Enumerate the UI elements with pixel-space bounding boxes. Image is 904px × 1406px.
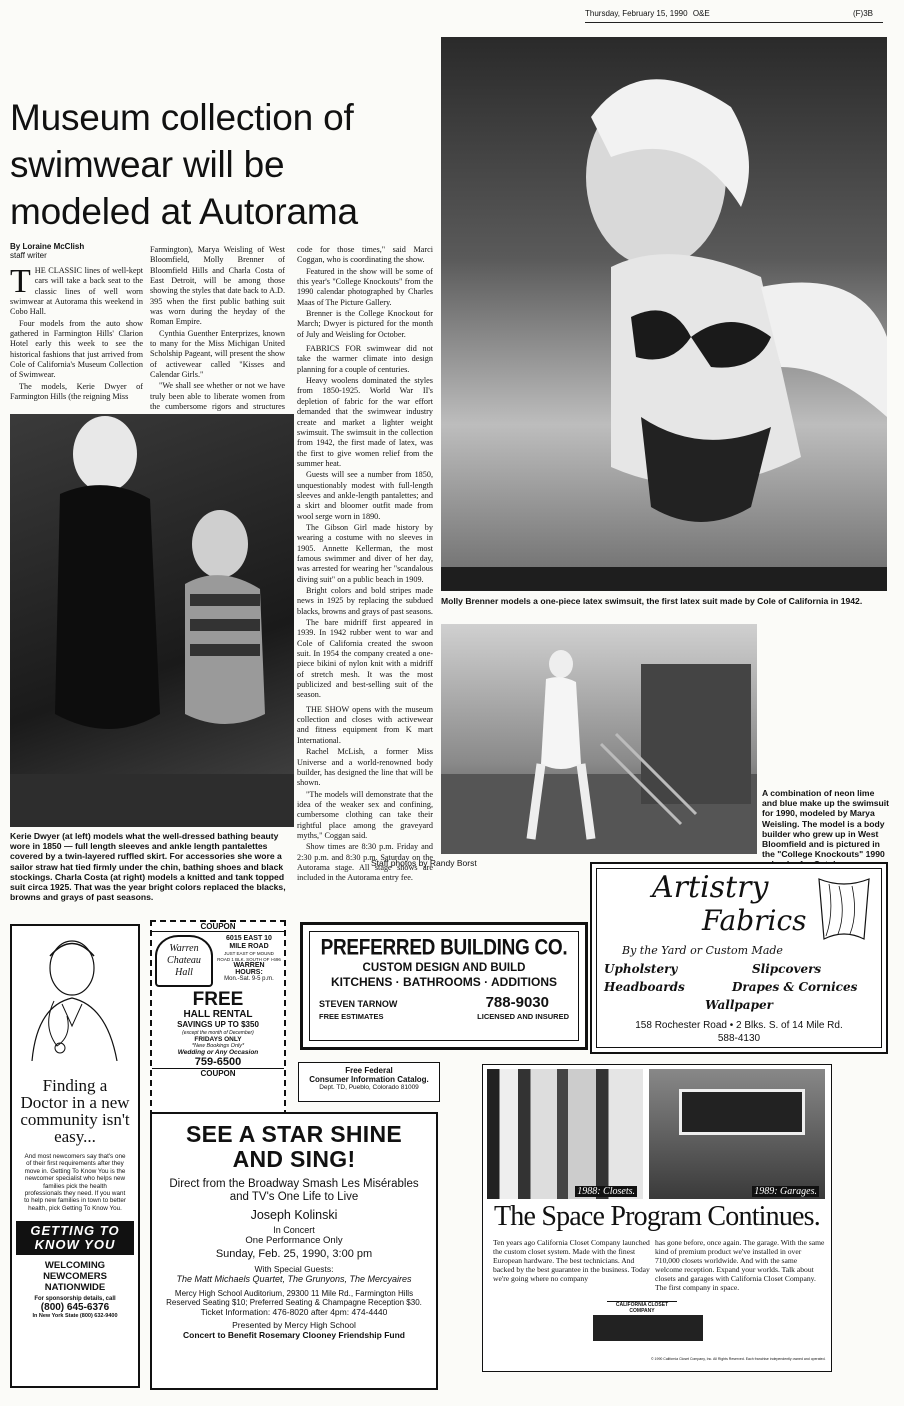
photo-molly-brenner: [441, 37, 887, 591]
warren-address2: JUST EAST OF MOUND ROAD 1 BLK. SOUTH OF I-696: [217, 951, 281, 962]
warren-fridays: FRIDAYS ONLY: [194, 1036, 242, 1043]
star-seating: Reserved Seating $10; Preferred Seating & Champagne Reception $30.: [166, 1298, 422, 1307]
paragraph: Featured in the show will be some of this year's "College Knockouts" from the 1990 calendar photographed by Charles Maas of The Picture Gallery.: [297, 266, 433, 307]
artistry-by: By the Yard or Custom Made: [622, 944, 783, 957]
drop-cap: T: [10, 263, 31, 300]
artistry-phone: 588-4130: [717, 1033, 761, 1044]
preferred-name: PREFERRED BUILDING CO.: [320, 936, 568, 961]
preferred-line1: CUSTOM DESIGN AND BUILD: [362, 962, 526, 974]
star-benefit: Concert to Benefit Rosemary Clooney Friendship Fund: [183, 1330, 405, 1340]
caption-mid-right: A combination of neon lime and blue make up the swimsuit for 1990, modeled by Marya Weisling. The model is a body builder who grew up in West Bloomfield and is pictured in the "College Knockouts" 1990: [762, 788, 890, 860]
artistry-name2: Fabrics: [702, 904, 807, 937]
doctor-illustration: [12, 926, 138, 1061]
consumer-line2: Consumer Information Catalog.: [309, 1075, 429, 1084]
closet-left-text: Ten years ago California Closet Company launched the custom closet system. Made with the finest European hardware. The best technicians. And backed by the best guarantee in the business. Today we're going where no company: [493, 1238, 650, 1283]
pool-figure-illustration: [441, 624, 757, 854]
paragraph: HE CLASSIC lines of well-kept cars will take a back seat to the classic lines of well worn swimwear at Autorama this weekend in Cobo Hall.: [10, 266, 143, 317]
warren-free: FREE: [192, 989, 244, 1010]
artistry-address: 158 Rochester Road • 2 Blks. S. of 14 Mile Rd.: [635, 1020, 843, 1031]
paragraph: "We shall see whether or not we have truly been able to liberate women from the cumbersome rigors and structures: [150, 381, 285, 412]
byline-role: staff writer: [10, 251, 47, 260]
header-rule: [585, 22, 883, 23]
star-presented: Presented by Mercy High School: [232, 1320, 356, 1330]
artistry-s1: Upholstery: [604, 962, 678, 976]
preferred-phone: 788-9030: [485, 994, 549, 1011]
byline: [10, 242, 140, 260]
paragraph: FABRICS FOR swimwear did not take the warmer climate into design planning for a couple of centuries.: [297, 344, 433, 374]
warren-logo: Warren Chateau Hall: [155, 935, 213, 987]
sponsor-line: For sponsorship details, call: [34, 1296, 116, 1303]
ad-getting-to-know-you: [10, 924, 140, 1388]
paragraph: Four models from the auto show gathered in Farmington Hills' Clarion Hotel early this week to see the historical fashions that just arrived from Cole of California's Museum Collection of Swimwear.: [10, 318, 143, 380]
consumer-line3: Dept. TD, Pueblo, Colorado 81009: [319, 1084, 419, 1091]
ad-phone: (800) 645-6376: [40, 1302, 110, 1314]
closet-label-2: 1989: Garages.: [754, 1186, 817, 1197]
paragraph: Bright colors and bold stripes made news in 1925 by replacing the subdued blacks, browns and grays of past seasons.: [297, 586, 433, 616]
paragraph: code for those times," said Marci Coggan, who is coordinating the show.: [297, 245, 433, 265]
article-col-1: [10, 263, 143, 403]
closet-logo: CALIFORNIA CLOSET COMPANY: [607, 1301, 677, 1314]
byline-name: By Loraine McClish: [10, 242, 85, 251]
drape-icon: [814, 874, 874, 944]
paragraph: Guests will see a number from 1850, unquestionably modest with full-length sleeves and ankle-length pantalettes; and a skirt and bloomer outfit made from wool serge worn in 1890.: [297, 470, 433, 521]
closet-phone-box: [593, 1315, 703, 1341]
paragraph: THE SHOW opens with the museum collection and closes with activewear and fitness equipment from K mart International.: [297, 704, 433, 745]
photo-marya-weisling: [441, 624, 757, 854]
ad-warren-chateau: [150, 920, 286, 1136]
paragraph: The Gibson Girl made history by wearing a costume with no sleeves in 1905. Annette Kellerman, the most famous swimmer and diver of her day, was arrested for wearing her "scandalous diving suit" on a public beach in 1909.: [297, 522, 433, 584]
star-venue: Mercy High School Auditorium, 29300 11 Mile Rd., Farmington Hills: [174, 1289, 414, 1298]
star-date: Sunday, Feb. 25, 1990, 3:00 pm: [215, 1248, 373, 1260]
preferred-line2: KITCHENS · BATHROOMS · ADDITIONS: [331, 975, 557, 989]
ad-consumer-catalog: [298, 1062, 440, 1102]
caption-top-right: Molly Brenner models a one-piece latex swimsuit, the first latex suit made by Cole of California in 1942.: [441, 596, 863, 606]
section-name: O&E: [692, 9, 710, 18]
closet-photo-1: [487, 1069, 643, 1199]
artistry-name1: Artistry: [652, 870, 769, 905]
warren-hours: Mon.-Sat. 9-5 p.m.: [224, 976, 274, 982]
coupon-bottom: COUPON: [152, 1068, 284, 1078]
warren-address: 6015 EAST 10 MILE ROAD: [226, 935, 272, 950]
coupon-top: COUPON: [152, 922, 284, 932]
preferred-contact: STEVEN TARNOW: [319, 999, 398, 1009]
ad-see-a-star: [150, 1112, 438, 1390]
artistry-s2: Slipcovers: [752, 962, 822, 976]
star-headline: SEE A STAR SHINE AND SING!: [185, 1121, 403, 1172]
warren-offer: HALL RENTAL: [183, 1009, 253, 1020]
warren-except: (except the month of December): [182, 1030, 254, 1036]
page-header: [585, 9, 885, 23]
closet-right-text: has gone before, once again. The garage. With the same kind of premium product we've installed in over 710,000 closets worldwide. And with the same welcome reception. Expand your worlds. Talk about closets and garages with California Closet Company. The first company in space.: [655, 1238, 825, 1292]
closet-label-1: 1988: Closets.: [577, 1186, 635, 1197]
ad-california-closet: [482, 1064, 832, 1372]
caption-left: Kerie Dwyer (at left) models what the well-dressed bathing beauty wore in 1850 — full length sleeves and ankle length pantalettes covered by a twin-layered ruffled skirt. For accessories she wore a sailor straw hat tied firmly under the chin, bathing shoes and black stockings. Charla Costa (at right) models a knitted and tank topped suit circa 1925. That was the year bright colors replaced the blacks, browns and grays of past seasons.: [10, 831, 286, 903]
warren-new-bookings: *New Bookings Only*: [191, 1043, 245, 1049]
ad-artistry-fabrics: [590, 862, 888, 1054]
photo-credit: Staff photos by Randy Borst: [371, 858, 477, 868]
artistry-s5: Wallpaper: [705, 998, 773, 1012]
paragraph: Heavy woolens dominated the styles from 1850-1925. World War II's depletion of fabric for the war effort demanded that the swimwear industry create and market a lighter weight swimsuit. The swimsuit in the collection from 1942, the first made of latex, was the first to give women relief from the summer heat.: [297, 376, 433, 468]
warren-phone: 759-6500: [194, 1056, 242, 1068]
getting-to-know-you-logo: [16, 1221, 134, 1255]
page-number: (F)3B: [853, 9, 873, 18]
ad-tagline: WELCOMING NEWCOMERS NATIONWIDE: [43, 1260, 107, 1294]
paragraph: Show times are 8:30 p.m. Friday and 2:30 p.m. and 8:30 p.m. Saturday on the Autorama stage. All stage shows are included in the Autorama entry fee.: [297, 842, 433, 883]
paragraph: Cynthia Guenther Enterprizes, known to many for the Miss Michigan United Scholship Pageant, will present the show of activewear called "Kisses and Calendar Girls.": [150, 328, 285, 380]
closet-photo-2: [649, 1069, 825, 1199]
warren-occasion: Wedding or Any Occasion: [177, 1049, 259, 1056]
ad-headline: Finding a Doctor in a new community isn't easy...: [20, 1076, 130, 1146]
paragraph: Brenner is the College Knockout for March; Dwyer is pictured for the month of July and Weisling for October.: [297, 309, 433, 339]
star-from: Direct from the Broadway Smash Les Misérables and TV's One Life to Live: [169, 1178, 419, 1203]
logo-text: GETTING TO KNOW YOU: [30, 1223, 120, 1253]
star-one-perf: One Performance Only: [245, 1235, 343, 1246]
article-col-3: [297, 245, 433, 885]
warren-savings: SAVINGS UP TO $350: [177, 1020, 259, 1029]
ny-line: In New York State (800) 632-9400: [32, 1313, 118, 1320]
star-name: Joseph Kolinski: [250, 1208, 338, 1222]
warren-city: WARREN: [233, 962, 265, 969]
star-tickets: Ticket Information: 476-8020 after 4pm: 474-4440: [200, 1307, 388, 1317]
preferred-licensed: LICENSED AND INSURED: [477, 1012, 569, 1021]
paragraph: Farmington), Marya Weisling of West Bloomfield, Molly Brenner of Bloomfield Hills and Charla Costa of East Detroit, will be among those showing the styles that date back to A.D. 395 when the first public bathing suit was worn during the heyday of the Roman Empire.: [150, 245, 285, 327]
paragraph: The bare midriff first appeared in 1939. In 1942 rubber went to war and Cole of California created the swoon suit. In 1954 the company created a one-piece bikini of nylon knit with a midriff of stretch mesh. It was the most publicized and best-selling suit of the season.: [297, 618, 433, 700]
closet-headline: The Space Program Continues.: [494, 1201, 820, 1232]
photo-dwyer-costa: [10, 414, 294, 827]
paragraph: "The models will demonstrate that the idea of the weaker sex and confining, cumbersome clothing can take their rightful place among the graveyard myths," Coggan said.: [297, 789, 433, 840]
dateline: Thursday, February 15, 1990: [585, 9, 688, 18]
closet-fine-print: © 1990 California Closet Company, Inc. All Rights Reserved. Each franchise independently owned and operated.: [651, 1357, 826, 1361]
ad-body: And most newcomers say that's one of their first requirements after they move in. Getting To Know You is the newcomer specialist who helps new families pick the health professionals they need. If you want to help new families in town to better health, pick Getting To Know You.: [24, 1153, 126, 1212]
preferred-estimates: FREE ESTIMATES: [319, 1012, 384, 1021]
star-guests-label: With Special Guests:: [254, 1264, 334, 1274]
article-col-2: [150, 245, 285, 434]
artistry-s3: Headboards: [604, 980, 685, 994]
ad-preferred-building: [300, 922, 588, 1050]
paragraph: The models, Kerie Dwyer of Farmington Hills (the reigning Miss: [10, 381, 143, 402]
headline: Museum collection of swimwear will be modeled at Autorama: [10, 97, 358, 232]
models-illustration: [10, 414, 294, 827]
star-in-concert: In Concert: [273, 1225, 315, 1235]
paragraph: Rachel McLish, a former Miss Universe and a world-renowned body builder, has designed the line that will be shown.: [297, 747, 433, 788]
warren-hours-label: HOURS:: [235, 969, 263, 976]
star-guests: The Matt Michaels Quartet, The Grunyons, The Mercyaires: [176, 1274, 412, 1284]
swimsuit-figure-illustration: [441, 37, 887, 591]
consumer-line1: Free Federal: [345, 1066, 393, 1075]
artistry-s4: Drapes & Cornices: [732, 980, 858, 994]
